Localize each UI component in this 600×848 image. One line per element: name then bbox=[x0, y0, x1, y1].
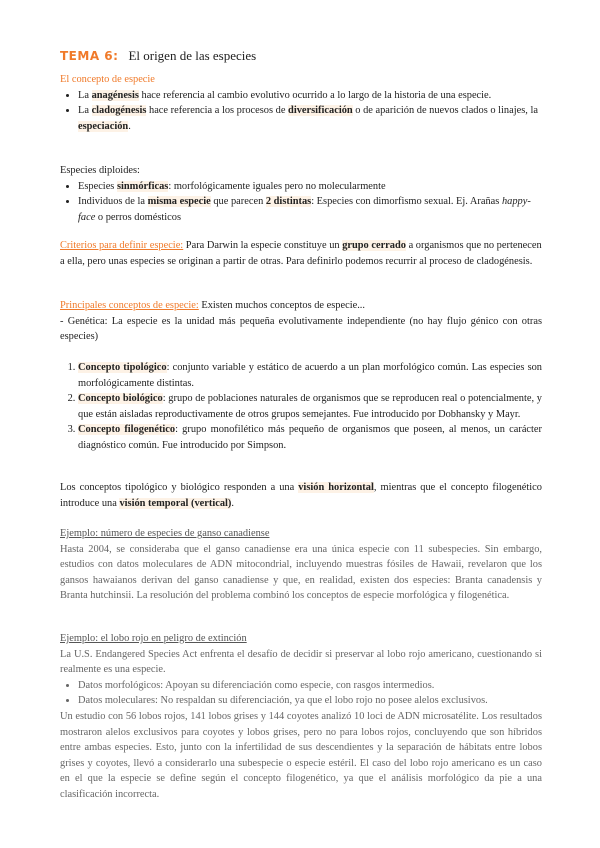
example-text: Un estudio con 56 lobos rojos, 141 lobos grises y 144 coyotes analizó 10 loci de ADN microsatélite. Los resultados mostraron alelos exclusivos para coyotes y lobos grises, pero no para lobos rojos, concluyendo que son híbridos entre ambas especies. Esto, junto con la infertilidad de sus descendientes y la separación de hábitats entre lobos grises y coyotes, llevó a considerarlo una subespecie o especie estéril. El caso del lobo rojo americano es un caso en el que la especie se define según el concepto filogenético, ya que el análisis morfológico da pie a una clasificación incorrecta. bbox=[60, 710, 542, 800]
principales-link: Principales conceptos de especie: bbox=[60, 300, 199, 311]
list-item: • Especies sinmórficas: morfológicamente iguales pero no molecularmente bbox=[78, 179, 542, 195]
concepts-list-block bbox=[60, 360, 542, 454]
section-ganso bbox=[60, 526, 542, 604]
example-text: Hasta 2004, se consideraba que el ganso canadiense era una única especie con 11 subespecies. Sin embargo, estudios con datos moleculares de ADN mitocondrial, incluyendo muestras fósiles de Hawaii, revelaron que los gansos hawaianos derivan del ganso canadiense y que, en realidad, existen dos especies: Branta canadensis y Branta hutchinsii. La resolución del problema combinó los conceptos de especie morfológica y filogenética. bbox=[60, 543, 542, 602]
topic-number: TEMA 6: bbox=[60, 49, 119, 63]
list-item: • Individuos de la misma especie que parecen 2 distintas: Especies con dimorfismo sexual. Ej. Arañas happy-face o perros domésticos bbox=[78, 194, 542, 225]
section-heading: Especies diploides: bbox=[60, 165, 140, 176]
section-heading: El concepto de especie bbox=[60, 74, 155, 85]
concepto-list bbox=[60, 88, 542, 135]
list-item: 3. Concepto filogenético: grupo monofilético más pequeño de organismos que poseen, al menos, un carácter diagnóstico común. Fue introducido por Simpson. bbox=[78, 422, 542, 453]
section-diploides bbox=[60, 163, 542, 225]
section-principales: Principales conceptos de especie: Existen muchos conceptos de especie... - Genética: La especie es la unidad más pequeña evolutivamente independiente (no hay flujo génico con otras especies) bbox=[60, 298, 542, 345]
concepts-list bbox=[60, 360, 542, 454]
title-row bbox=[60, 48, 256, 68]
list-item: • Datos morfológicos: Apoyan su diferenciación como especie, con rasgos intermedios. bbox=[78, 678, 542, 694]
list-item: • La anagénesis hace referencia al cambio evolutivo ocurrido a lo largo de la historia de una especie. bbox=[78, 88, 542, 104]
list-item: 2. Concepto biológico: grupo de poblaciones naturales de organismos que se reproducen real o potencialmente, y que están aisladas reproductivamente de otros grupos semejantes. Fue introducido por Dobhansky y Mayr. bbox=[78, 391, 542, 422]
page-title: El origen de las especies bbox=[128, 48, 257, 63]
criterios-link: Criterios para definir especie: bbox=[60, 240, 184, 251]
section-vision: Los conceptos tipológico y biológico responden a una visión horizontal, mientras que el concepto filogenético introduce una visión temporal (vertical). bbox=[60, 482, 542, 509]
list-item: • La cladogénesis hace referencia a los procesos de diversificación o de aparición de nuevos clados o linajes, la especiación. bbox=[78, 103, 542, 134]
example-heading: Ejemplo: el lobo rojo en peligro de extinción bbox=[60, 633, 247, 644]
list-item: • Datos moleculares: No respaldan su diferenciación, ya que el lobo rojo no posee alelos exclusivos. bbox=[78, 693, 542, 709]
section-lobo bbox=[60, 631, 542, 803]
example-heading: Ejemplo: número de especies de ganso canadiense bbox=[60, 528, 270, 539]
list-item: 1. Concepto tipológico: conjunto variable y estático de acuerdo a un plan morfológico común. Las especies son morfológicamente distintas. bbox=[78, 360, 542, 391]
section-criterios: Criterios para definir especie: Para Darwin la especie constituye un grupo cerrado a organismos que no pertenecen a ella, pero unas especies se originan a partir de otras. Para definirlo podemos recurrir al proceso de cladogénesis. bbox=[60, 240, 542, 267]
lobo-list bbox=[60, 678, 542, 709]
genetica-line: - Genética: La especie es la unidad más pequeña evolutivamente independiente (no hay flujo génico con otras especies) bbox=[60, 315, 542, 343]
section-concepto bbox=[60, 72, 542, 134]
example-intro: La U.S. Endangered Species Act enfrenta el desafío de decidir si preservar al lobo rojo americano, cuestionando si realmente es una especie. bbox=[60, 648, 542, 676]
diploides-list bbox=[60, 179, 542, 226]
